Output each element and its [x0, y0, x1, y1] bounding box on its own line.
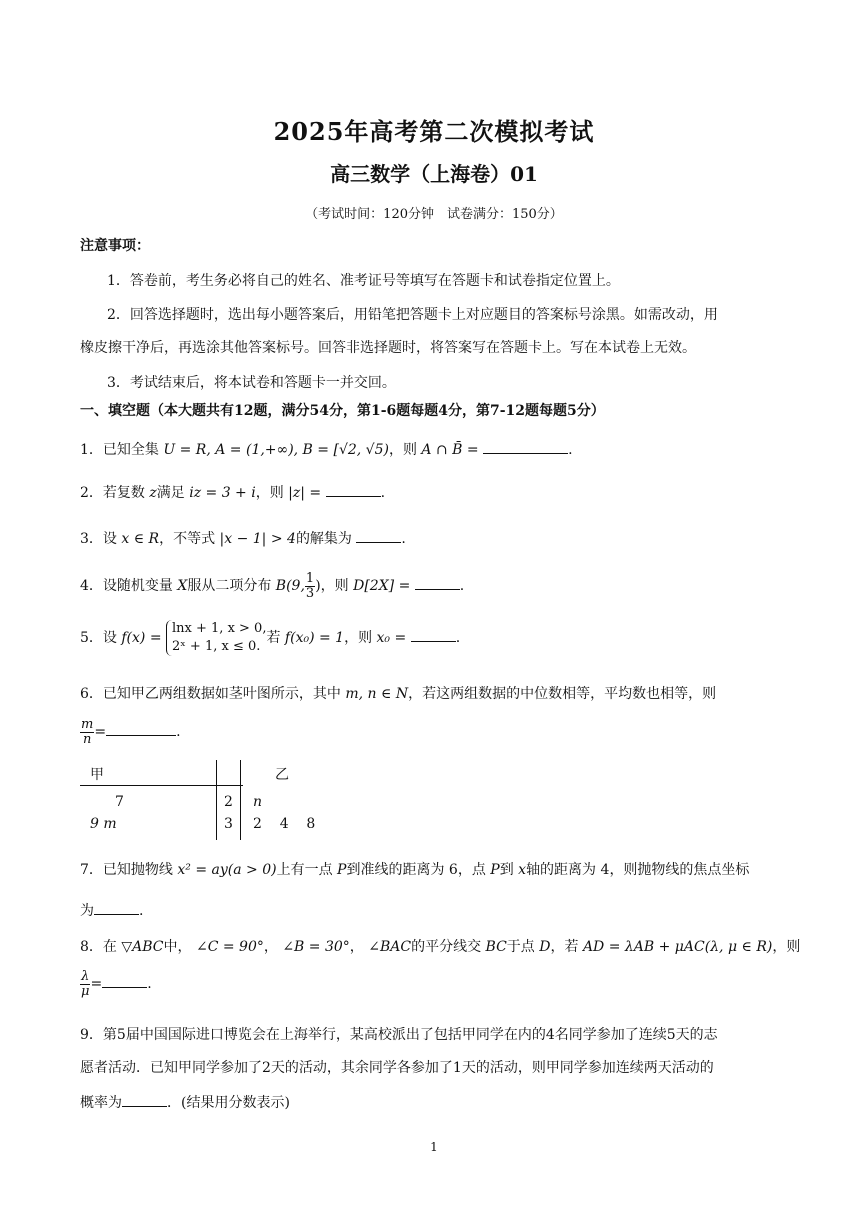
- fraction: $\frac{\lambda}{\mu}$: [81, 968, 90, 999]
- piecewise-function: lnx + 1, x > 0, 2ˣ + 1, x ≤ 0.: [166, 620, 266, 656]
- page-title: 2025年高考第二次模拟考试: [273, 117, 595, 146]
- notice-item-2-line-1: 2．回答选择题时，选出每小题答案后，用铅笔把答题卡上对应题目的答案标号涂黑。如需改动，用: [107, 307, 718, 323]
- question-7-line-2: 为 .: [80, 900, 143, 921]
- question-number: 3．: [80, 531, 103, 547]
- question-8-line-1: 8．在 ▽ABC中， ∠C = 90°， ∠B = 30°， ∠BAC的平分线交 BC于点 D，若 AD = λAB + μAC(λ, μ ∈ R)，则: [80, 939, 801, 955]
- page-number: 1: [430, 1140, 438, 1154]
- math: f(x₀) = 1: [284, 630, 345, 646]
- group-a-header: 甲: [90, 767, 104, 783]
- question-9-line-1: 9．第5届中国国际进口博览会在上海举行，某高校派出了包括甲同学在内的4名同学参加了连续5天的志: [80, 1027, 718, 1043]
- leaf-right: 2 4 8: [253, 816, 316, 832]
- math: m, n ∈ N: [345, 686, 409, 702]
- math: x ∈ R: [121, 531, 160, 547]
- question-8-line-2: $\frac{\lambda}{\mu}$ = .: [81, 968, 152, 999]
- page-subtitle: 高三数学（上海卷）01: [330, 162, 538, 186]
- stem-leaf-plot: [80, 760, 316, 840]
- leaf-right: n: [253, 794, 263, 810]
- math: |z| =: [288, 485, 322, 501]
- notice-item-3: 3．考试结束后，将本试卷和答题卡一并交回。: [107, 375, 396, 391]
- question-5: 5．设 f(x) = lnx + 1, x > 0, 2ˣ + 1, x ≤ 0. 若 f(x₀) = 1，则 x₀ = .: [80, 621, 461, 654]
- notice-heading: 注意事项：: [80, 238, 150, 254]
- plot-divider: [240, 760, 241, 840]
- leaf-left: 7: [115, 794, 124, 810]
- question-number: 1．: [80, 442, 103, 458]
- stem: 3: [224, 816, 233, 832]
- exam-info: （考试时间：120分钟 试卷满分：150分）: [305, 207, 563, 222]
- math: x² = ay(a > 0): [177, 862, 277, 878]
- question-number: 2．: [80, 485, 103, 501]
- answer-blank[interactable]: [102, 973, 147, 988]
- answer-blank[interactable]: [94, 900, 139, 915]
- question-9-line-2: 愿者活动．已知甲同学参加了2天的活动，其余同学各参加了1天的活动，则甲同学参加连续两天活动的: [80, 1060, 714, 1076]
- question-number: 6．: [80, 686, 103, 702]
- question-6-line-2: $\frac{m}{n}$ = .: [81, 716, 181, 747]
- answer-blank[interactable]: [356, 528, 401, 543]
- answer-blank[interactable]: [106, 721, 176, 736]
- answer-blank[interactable]: [122, 1092, 167, 1107]
- question-7-line-1: 7．已知抛物线 x² = ay(a > 0)上有一点 P到准线的距离为 6，点 P到 x轴的距离为 4，则抛物线的焦点坐标: [80, 862, 750, 878]
- notice-item-1: 1．答卷前，考生务必将自己的姓名、准考证号等填写在答题卡和试卷指定位置上。: [107, 273, 620, 289]
- question-1: 1．已知全集 U = R, A = (1,+∞), B = [√2, √5)，则 A ∩ B̄ = .: [80, 439, 573, 460]
- question-9-line-3: 概率为 ．(结果用分数表示): [80, 1092, 290, 1113]
- plot-divider: [216, 760, 217, 840]
- leaf-left: 9 m: [90, 816, 117, 832]
- math: iz = 3 + i: [189, 485, 256, 501]
- group-b-header: 乙: [275, 767, 289, 783]
- question-number: 4．: [80, 578, 103, 594]
- fraction: $\frac{m}{n}$: [81, 716, 94, 747]
- answer-blank[interactable]: [411, 627, 456, 642]
- answer-blank[interactable]: [415, 575, 460, 590]
- section-heading: 一、填空题（本大题共有12题，满分54分，第1-6题每题4分，第7-12题每题5分）: [80, 403, 605, 419]
- question-6-line-1: 6．已知甲乙两组数据如茎叶图所示，其中 m, n ∈ N，若这两组数据的中位数相等，平均数也相等，则: [80, 686, 717, 702]
- question-3: 3．设 x ∈ R，不等式 |x − 1| > 4的解集为 .: [80, 528, 406, 549]
- question-number: 7．: [80, 862, 103, 878]
- question-4: 4．设随机变量 X服从二项分布 B(9, $\frac{1}{3}$ )，则 D[2X] = .: [80, 570, 465, 601]
- answer-blank[interactable]: [326, 482, 381, 497]
- math: x₀ =: [376, 630, 407, 646]
- math: D[2X] =: [353, 578, 411, 594]
- stem: 2: [224, 794, 233, 810]
- answer-blank[interactable]: [483, 439, 568, 454]
- question-2: 2．若复数 z满足 iz = 3 + i，则 |z| = .: [80, 482, 385, 503]
- question-number: 5．: [80, 630, 103, 646]
- math: A ∩ B̄ =: [421, 442, 479, 458]
- question-number: 8．: [80, 939, 103, 955]
- fraction: $\frac{1}{3}$: [305, 570, 315, 601]
- math: U = R, A = (1,+∞), B = [√2, √5): [163, 442, 389, 458]
- plot-divider: [80, 785, 243, 786]
- math: |x − 1| > 4: [219, 531, 296, 547]
- math: AD = λAB + μAC(λ, μ ∈ R): [582, 939, 773, 955]
- notice-item-2-line-2: 橡皮擦干净后，再选涂其他答案标号。回答非选择题时，将答案写在答题卡上。写在本试卷上无效。: [80, 340, 696, 356]
